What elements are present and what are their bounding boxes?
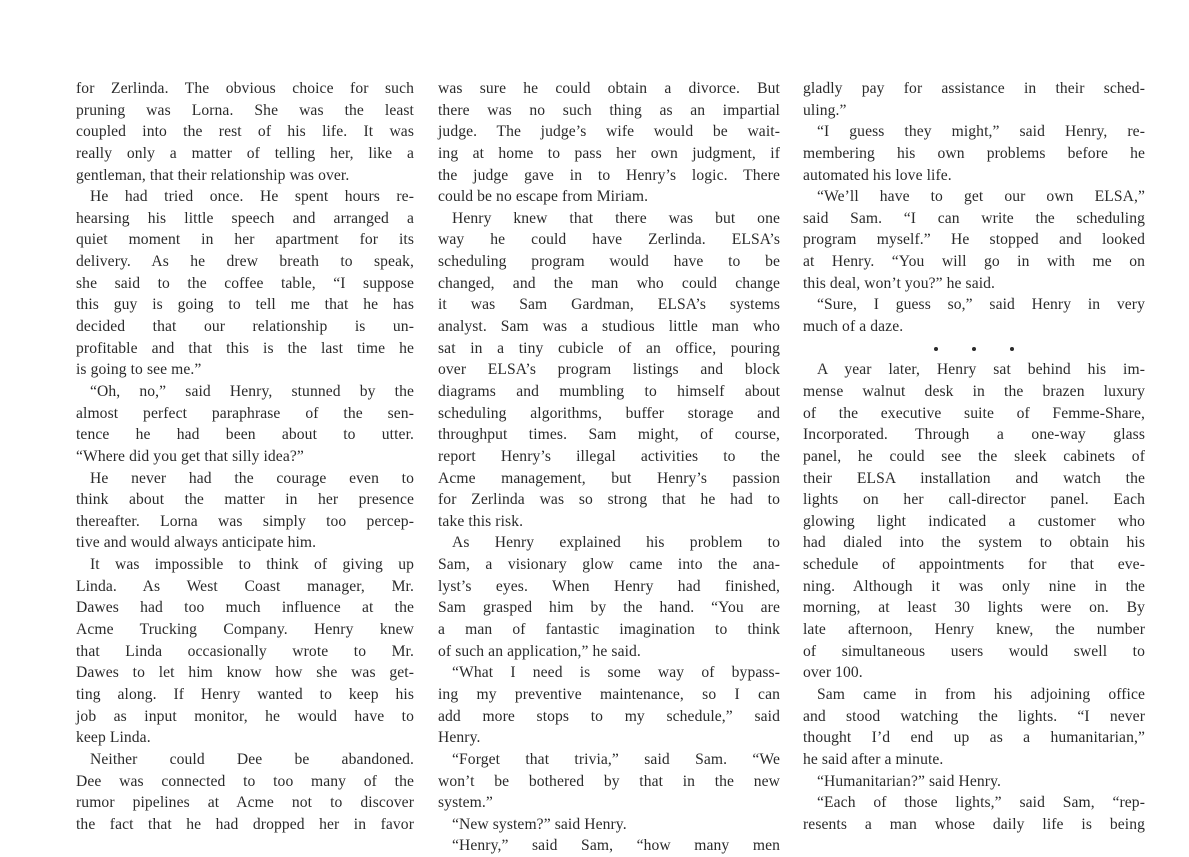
text-line: report Henry’s illegal activities to the: [438, 447, 780, 465]
text-line: sat in a tiny cubicle of an office, pouring: [438, 339, 780, 357]
text-line: thought I’d end up as a humanitarian,”: [803, 729, 1145, 747]
text-line: pruning was Lorna. She was the least: [76, 101, 414, 119]
text-line: there was no such thing as an impartial: [438, 101, 780, 119]
text-line: over ELSA’s program listings and block: [438, 361, 780, 379]
text-line: of such an application,” he said.: [438, 642, 641, 660]
text-line: He had tried once. He spent hours re-: [90, 188, 414, 206]
text-line: won’t be bothered by that in the new: [438, 772, 780, 790]
text-line: “Where did you get that silly idea?”: [76, 447, 304, 465]
section-break-dot: [1010, 347, 1014, 351]
text-line: diagrams and mumbling to himself about: [438, 382, 780, 400]
text-line: He never had the courage even to: [90, 469, 414, 487]
text-line: mense walnut desk in the brazen luxury: [803, 382, 1145, 400]
text-line: Neither could Dee be abandoned.: [90, 750, 414, 768]
text-line: for Zerlinda was so strong that he had to: [438, 491, 780, 509]
text-line: a man of fantastic imagination to think: [438, 621, 780, 639]
text-line: ing my preventive maintenance, so I can: [438, 685, 780, 703]
text-line: quiet moment in her apartment for its: [76, 231, 414, 249]
text-line: program myself.” He stopped and looked: [803, 231, 1145, 249]
section-break-dot: [934, 347, 938, 351]
text-line: system.”: [438, 794, 493, 812]
text-line: Acme Trucking Company. Henry knew: [76, 621, 414, 639]
text-line: Sam, a visionary glow came into the ana-: [438, 556, 780, 574]
text-line: judge. The judge’s wife would be wait-: [438, 123, 780, 141]
text-line: rumor pipelines at Acme not to discover: [76, 794, 414, 812]
text-line: take this risk.: [438, 512, 524, 530]
text-line: the judge gave in to Henry’s logic. There: [438, 166, 780, 184]
text-line: thereafter. Lorna was simply too percep-: [76, 512, 414, 530]
text-line: lights on her call-director panel. Each: [803, 491, 1145, 509]
text-line: this guy is going to tell me that he has: [76, 296, 414, 314]
text-line: ning. Although it was only nine in the: [803, 577, 1145, 595]
text-line: their ELSA installation and watch the: [803, 469, 1145, 487]
text-line: “Forget that trivia,” said Sam. “We: [452, 750, 780, 768]
text-line: add more stops to my schedule,” said: [438, 707, 780, 725]
text-line: schedule of appointments for that eve-: [803, 556, 1145, 574]
text-line: almost perfect paraphrase of the sen-: [76, 404, 414, 422]
text-line: this deal, won’t you?” he said.: [803, 274, 996, 292]
text-line: “What I need is some way of bypass-: [452, 664, 780, 682]
text-line: “Each of those lights,” said Sam, “rep-: [817, 794, 1145, 812]
text-line: much of a daze.: [803, 318, 904, 336]
text-line: membering his own problems before he: [803, 144, 1145, 162]
text-line: Sam came in from his adjoining office: [817, 685, 1145, 703]
text-line: Dawes had too much influence at the: [76, 599, 414, 617]
text-line: lyst’s eyes. When Henry had finished,: [438, 577, 780, 595]
text-line: As Henry explained his problem to: [452, 534, 780, 552]
text-line: scheduling algorithms, buffer storage and: [438, 404, 780, 422]
text-line: think about the matter in her presence: [76, 491, 414, 509]
text-line: scheduling program would have to be: [438, 253, 780, 271]
text-line: late afternoon, Henry knew, the number: [803, 621, 1145, 639]
text-column-2: [438, 78, 780, 857]
text-line: throughput times. Sam might, of course,: [438, 426, 780, 444]
text-line: “I guess they might,” said Henry, re-: [817, 123, 1145, 141]
text-line: at Henry. “You will go in with me on: [803, 253, 1145, 271]
text-line: could be no escape from Miriam.: [438, 188, 649, 206]
text-line: it was Sam Gardman, ELSA’s systems: [438, 296, 780, 314]
text-line: the fact that he had dropped her in favor: [76, 815, 414, 833]
text-line: of the executive suite of Femme-Share,: [803, 404, 1145, 422]
text-line: A year later, Henry sat behind his im-: [817, 361, 1145, 379]
text-column-1: [76, 78, 414, 835]
text-line: keep Linda.: [76, 729, 151, 747]
text-line: uling.”: [803, 101, 847, 119]
text-line: gladly pay for assistance in their sched-: [803, 80, 1145, 97]
text-line: “Humanitarian?” said Henry.: [817, 772, 1001, 790]
text-line: delivery. As he drew breath to speak,: [76, 253, 414, 271]
text-line: Linda. As West Coast manager, Mr.: [76, 577, 414, 595]
text-line: job as input monitor, he would have to: [76, 707, 414, 725]
section-break-dot: [972, 347, 976, 351]
text-line: Acme management, but Henry’s passion: [438, 469, 780, 487]
text-line: ing at home to pass her own judgment, if: [438, 144, 780, 162]
text-line: “New system?” said Henry.: [452, 815, 627, 833]
section-break-dots: [803, 338, 1145, 360]
text-line: that Linda occasionally wrote to Mr.: [76, 642, 414, 660]
text-line: Henry knew that there was but one: [452, 209, 780, 227]
text-line: It was impossible to think of giving up: [90, 556, 414, 574]
text-line: had dialed into the system to obtain his: [803, 534, 1145, 552]
text-line: really only a matter of telling her, like a: [76, 144, 414, 162]
text-line: coupled into the rest of his life. It was: [76, 123, 414, 141]
text-line: Henry.: [438, 729, 481, 747]
text-line: is going to see me.”: [76, 361, 202, 379]
text-line: panel, he could see the sleek cabinets of: [803, 447, 1145, 465]
text-line: and stood watching the lights. “I never: [803, 707, 1145, 725]
text-line: hearsing his little speech and arranged a: [76, 209, 414, 227]
text-line: decided that our relationship is un-: [76, 318, 414, 336]
text-line: “Oh, no,” said Henry, stunned by the: [90, 382, 414, 400]
text-line: changed, and the man who could change: [438, 274, 780, 292]
text-line: was sure he could obtain a divorce. But: [438, 80, 780, 97]
text-line: said Sam. “I can write the scheduling: [803, 209, 1145, 227]
text-line: profitable and that this is the last time he: [76, 339, 414, 357]
text-line: way he could have Zerlinda. ELSA’s: [438, 231, 780, 249]
text-line: Dawes to let him know how she was get-: [76, 664, 414, 682]
text-line: gentleman, that their relationship was over.: [76, 166, 350, 184]
text-column-3: [803, 78, 1145, 835]
text-line: for Zerlinda. The obvious choice for such: [76, 80, 414, 97]
text-line: ting along. If Henry wanted to keep his: [76, 685, 414, 703]
text-line: analyst. Sam was a studious little man who: [438, 318, 780, 336]
text-line: of simultaneous users would swell to: [803, 642, 1145, 660]
text-line: resents a man whose daily life is being: [803, 815, 1145, 833]
text-line: tive and would always anticipate him.: [76, 534, 317, 552]
text-line: morning, at least 30 lights were on. By: [803, 599, 1145, 617]
text-line: automated his love life.: [803, 166, 952, 184]
text-line: tence he had been about to utter.: [76, 426, 414, 444]
text-line: over 100.: [803, 664, 863, 682]
text-line: Incorporated. Through a one-way glass: [803, 426, 1145, 444]
text-line: he said after a minute.: [803, 750, 944, 768]
text-line: “We’ll have to get our own ELSA,”: [817, 188, 1145, 206]
text-line: “Henry,” said Sam, “how many men: [452, 837, 780, 855]
text-line: “Sure, I guess so,” said Henry in very: [817, 296, 1145, 314]
text-line: Sam grasped him by the hand. “You are: [438, 599, 780, 617]
text-line: Dee was connected to too many of the: [76, 772, 414, 790]
text-line: glowing light indicated a customer who: [803, 512, 1145, 530]
text-line: she said to the coffee table, “I suppose: [76, 274, 414, 292]
